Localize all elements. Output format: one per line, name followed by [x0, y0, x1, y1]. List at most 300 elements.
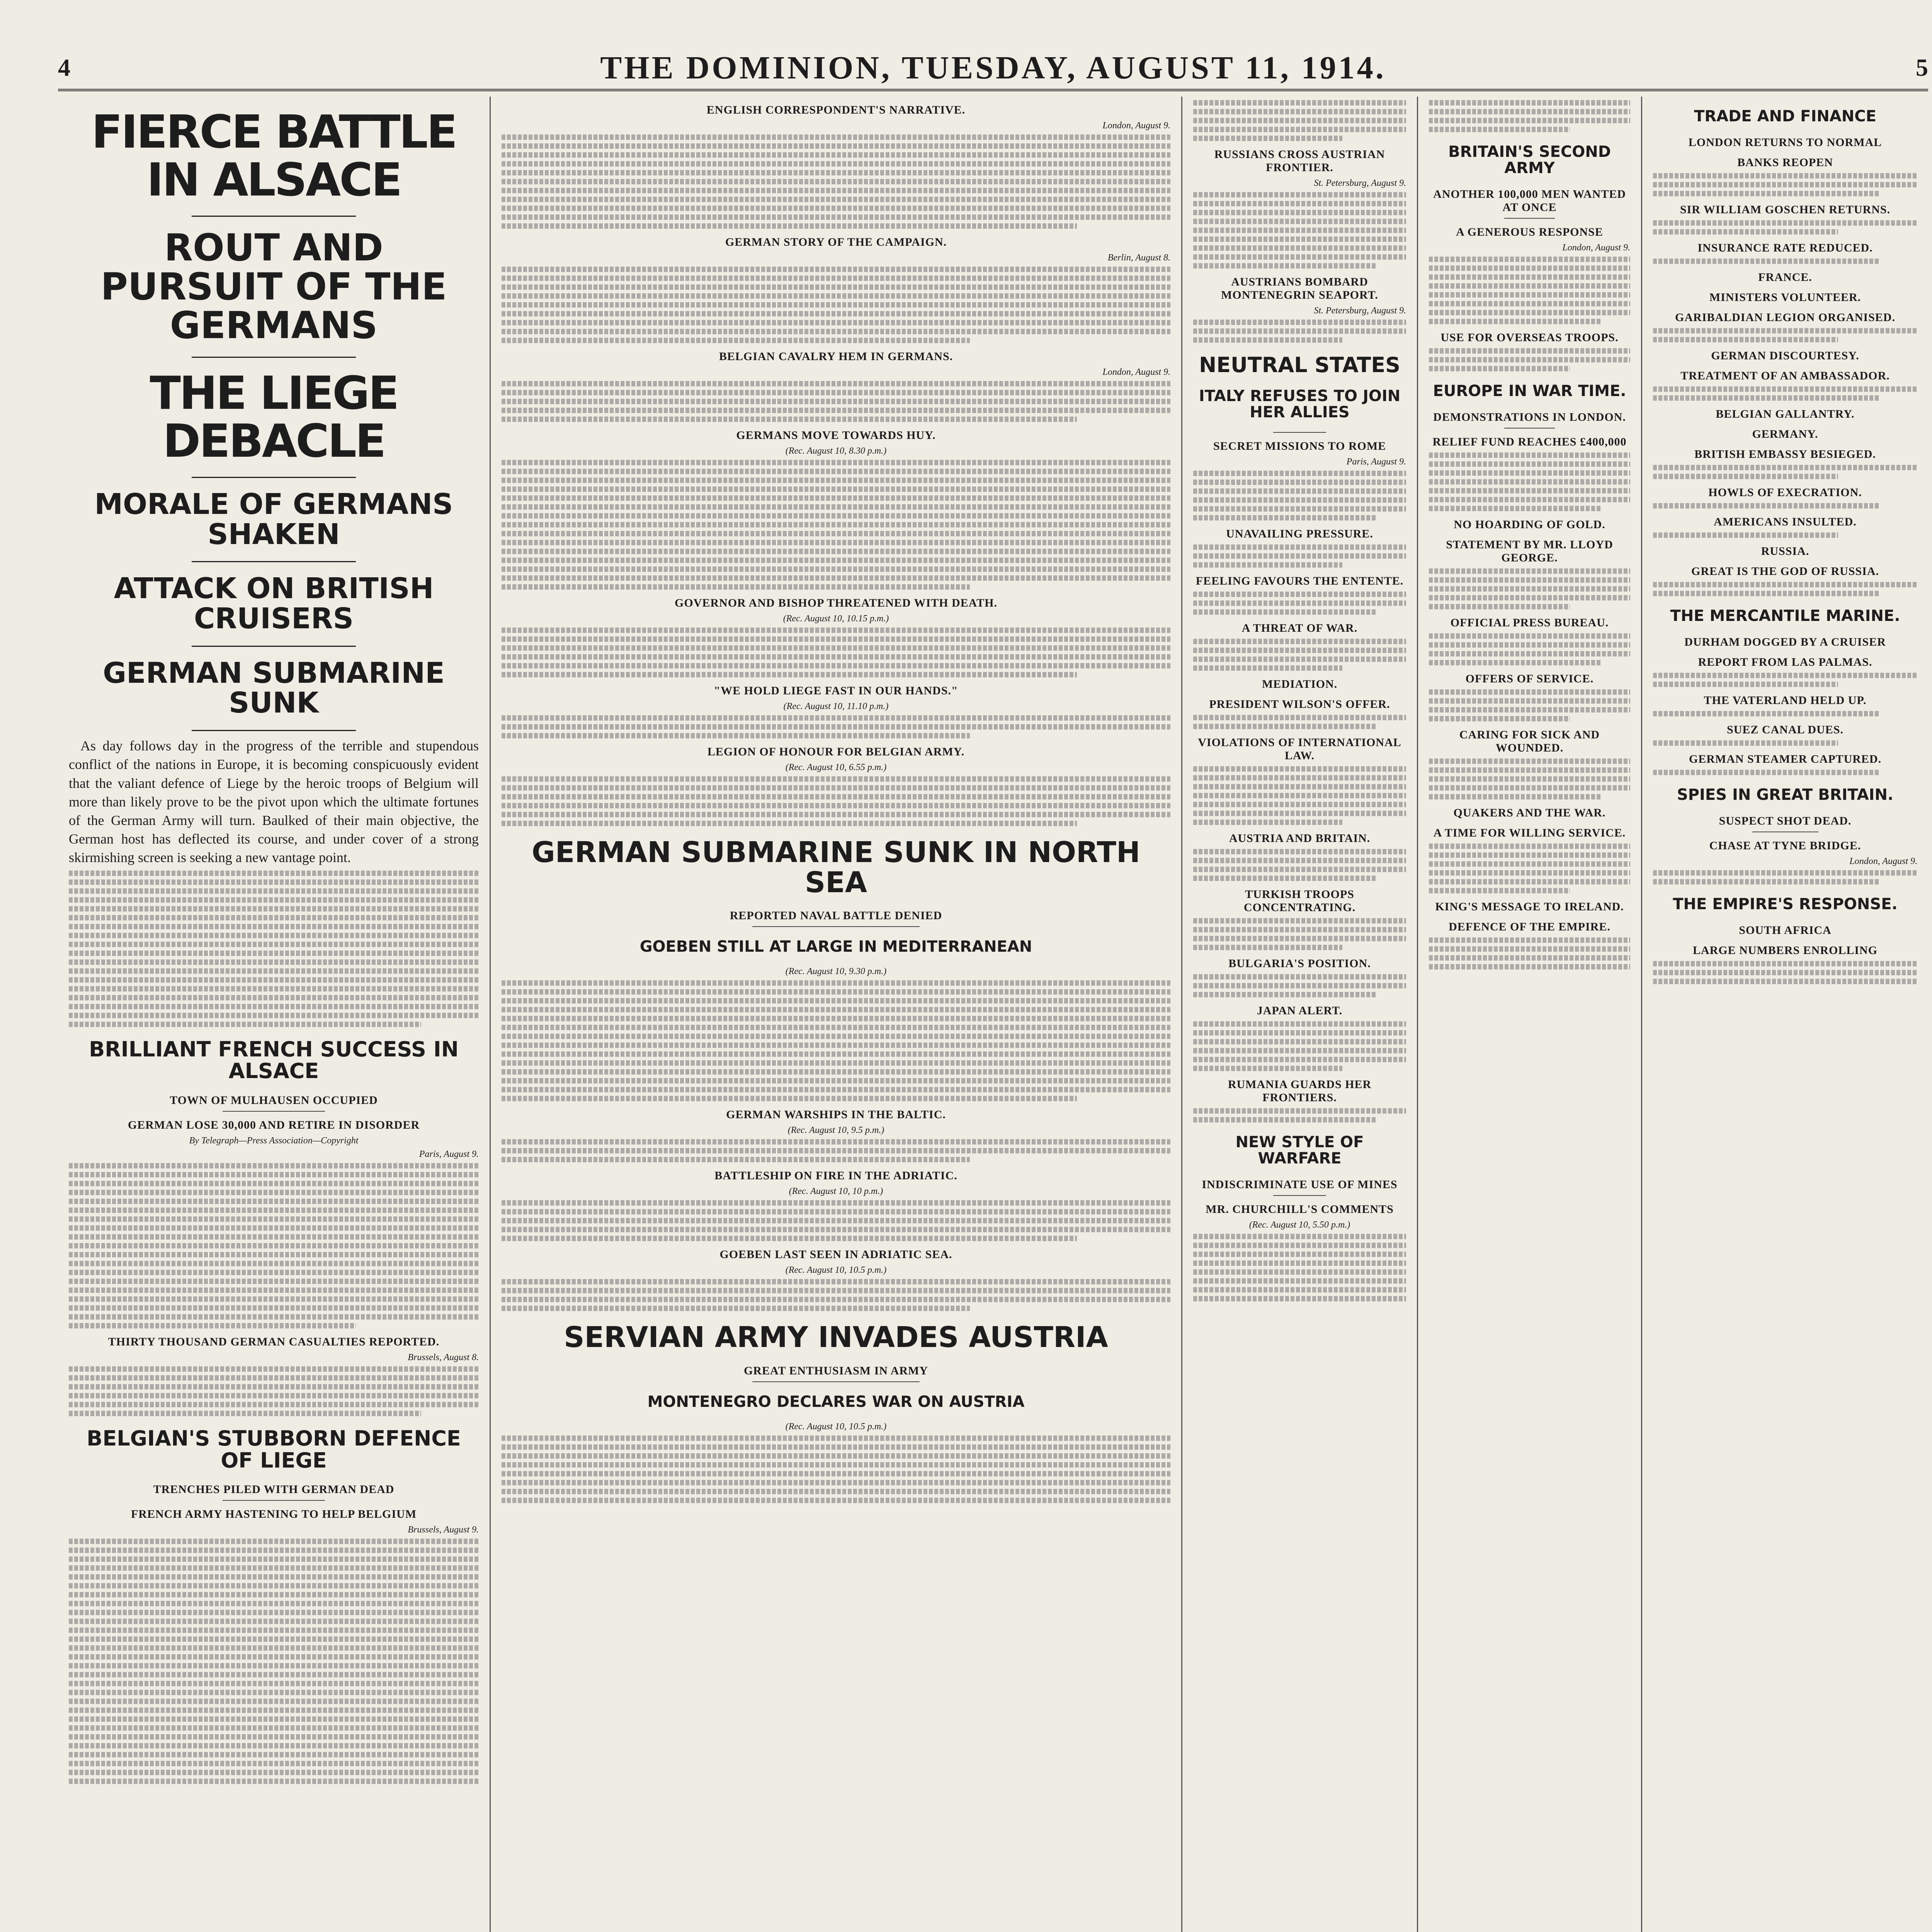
text-line [1653, 591, 1880, 596]
text-line [69, 1022, 421, 1027]
text-line [1193, 201, 1406, 206]
headline-europe-war-time: EUROPE IN WAR TIME. [1433, 382, 1626, 400]
divider [223, 1500, 325, 1501]
headline-towards-huy: GERMANS MOVE TOWARDS HUY. [736, 429, 936, 442]
text-line [502, 1200, 1170, 1206]
text-line [69, 1366, 479, 1372]
subhead-demonstrations: DEMONSTRATIONS IN LONDON. [1433, 411, 1626, 423]
text-line [1429, 698, 1630, 704]
text-line [502, 206, 1170, 211]
text-line [1653, 220, 1917, 226]
headline-french-success: BRILLIANT FRENCH SUCCESS IN ALSACE [89, 1037, 459, 1083]
headline-overseas-troops: USE FOR OVERSEAS TROOPS. [1440, 331, 1619, 344]
text-line [1193, 263, 1376, 269]
text-line [502, 628, 1170, 633]
headline-attack-cruisers: ATTACK ON BRITISH CRUISERS [114, 572, 434, 636]
text-line [1653, 961, 1917, 966]
text-line [69, 1672, 479, 1677]
text-line [502, 161, 1170, 167]
text-line [1193, 471, 1406, 476]
subhead-french-army: FRENCH ARMY HASTENING TO HELP BELGIUM [131, 1508, 417, 1521]
text-line [502, 143, 1170, 149]
text-line [1653, 259, 1880, 264]
text-line [502, 1435, 1170, 1441]
text-line [502, 1236, 1077, 1241]
dateline: Paris, August 9. [1346, 456, 1406, 467]
subhead-relief-fund: RELIEF FUND REACHES £400,000 [1432, 435, 1627, 448]
text-line [69, 1296, 479, 1302]
text-line [502, 733, 970, 738]
text-line [1193, 639, 1406, 644]
headline-hold-liege: "WE HOLD LIEGE FAST IN OUR HANDS." [714, 684, 958, 697]
text-line [69, 1208, 479, 1213]
text-line [502, 1227, 1170, 1232]
text-line [502, 1471, 1170, 1476]
text-line [1193, 648, 1406, 653]
text-line [69, 888, 479, 894]
headline-battleship-fire: BATTLESHIP ON FIRE IN THE ADRIATIC. [714, 1169, 957, 1182]
text-line [1193, 1117, 1376, 1122]
headline-threat-of-war: A THREAT OF WAR. [1242, 621, 1358, 634]
text-line [502, 320, 1170, 325]
headline-mercantile-marine: THE MERCANTILE MARINE. [1670, 607, 1900, 625]
headline-steamer-captured: GERMAN STEAMER CAPTURED. [1689, 753, 1882, 765]
text-line [502, 803, 1170, 808]
text-line [69, 1654, 479, 1660]
text-line [1429, 506, 1602, 511]
text-line [502, 531, 1170, 536]
headline-unavailing: UNAVAILING PRESSURE. [1226, 527, 1373, 540]
subhead-lloyd-george: STATEMENT BY MR. LLOYD GEORGE. [1446, 538, 1613, 564]
text-line [69, 1725, 479, 1731]
text-line [502, 584, 970, 590]
headline-hoarding-gold: NO HOARDING OF GOLD. [1454, 518, 1605, 531]
text-line [69, 1384, 479, 1389]
text-line [1429, 357, 1630, 362]
text-line [1653, 711, 1880, 716]
text-line [502, 1007, 1170, 1012]
text-line [1193, 656, 1406, 662]
subhead-banks-reopen: BANKS REOPEN [1737, 156, 1833, 169]
text-line [69, 1013, 479, 1018]
text-line [1653, 682, 1838, 687]
text-line [69, 1663, 479, 1668]
text-line [1193, 1278, 1406, 1284]
headline-second-army: BRITAIN'S SECOND ARMY [1448, 143, 1611, 177]
text-line [1429, 586, 1630, 592]
text-line [502, 495, 1170, 501]
text-line [502, 1218, 1170, 1223]
text-line [502, 267, 1170, 272]
subhead-wilson: PRESIDENT WILSON'S OFFER. [1209, 697, 1390, 711]
text-line [1193, 867, 1406, 872]
text-line [1193, 927, 1406, 932]
text-line [502, 558, 1170, 563]
headline-insurance: INSURANCE RATE REDUCED. [1697, 242, 1873, 254]
subhead-italy-refuses: ITALY REFUSES TO JOIN HER ALLIES [1199, 387, 1401, 421]
headline-rumania: RUMANIA GUARDS HER FRONTIERS. [1228, 1078, 1372, 1104]
text-line [69, 1004, 479, 1009]
text-line [69, 1287, 479, 1293]
text-line [69, 986, 479, 992]
text-line [69, 1681, 479, 1686]
text-line [69, 1375, 479, 1381]
text-line [69, 1216, 479, 1222]
text-line [1429, 707, 1630, 713]
text-line [1193, 1030, 1406, 1036]
headline-russia: RUSSIA. [1761, 545, 1810, 558]
text-line [1193, 109, 1406, 114]
text-line [1193, 488, 1406, 494]
text-line [1193, 1039, 1406, 1044]
text-line [69, 1172, 479, 1177]
headline-germany: GERMANY. [1752, 428, 1818, 440]
divider [752, 1381, 920, 1382]
text-line [1193, 192, 1406, 197]
text-line [502, 1444, 1170, 1450]
headline-offers-service: OFFERS OF SERVICE. [1465, 672, 1594, 685]
dateline: London, August 9. [1849, 856, 1917, 866]
text-line [1653, 503, 1880, 509]
text-line [502, 776, 1170, 782]
text-line [502, 1209, 1170, 1214]
text-line [502, 998, 1170, 1003]
text-line [1653, 328, 1917, 333]
headline-spies: SPIES IN GREAT BRITAIN. [1677, 786, 1894, 804]
text-line [502, 1051, 1170, 1057]
text-line [502, 989, 1170, 995]
text-line [1429, 633, 1630, 639]
text-line [1193, 100, 1406, 105]
text-line [502, 1139, 1170, 1145]
text-line [1193, 715, 1406, 720]
subhead-goeben: GOEBEN STILL AT LARGE IN MEDITERRANEAN [639, 938, 1032, 956]
text-line [502, 1306, 970, 1311]
text-line [1193, 876, 1376, 881]
text-line [1193, 1048, 1406, 1053]
text-line [1193, 1296, 1406, 1301]
subhead-german-lose: GERMAN LOSE 30,000 AND RETIRE IN DISORDER [128, 1119, 420, 1132]
headline-belgian-gallantry: BELGIAN GALLANTRY. [1716, 408, 1855, 420]
headline-kings-message: KING'S MESSAGE TO IRELAND. [1435, 900, 1624, 913]
text-line [1429, 767, 1630, 773]
text-line [69, 1556, 479, 1562]
text-line [1193, 1260, 1406, 1266]
text-line [69, 995, 479, 1000]
text-line [1193, 1269, 1406, 1275]
text-line [69, 942, 479, 947]
text-line [502, 672, 1077, 677]
text-line [502, 486, 1170, 492]
received-time: (Rec. August 10, 8.30 p.m.) [785, 446, 887, 456]
text-line [69, 1270, 479, 1275]
text-line [69, 1243, 479, 1248]
text-line [1429, 497, 1630, 502]
text-line [1193, 337, 1342, 343]
text-line [502, 566, 1170, 572]
headline-belgian-cavalry: BELGIAN CAVALRY HEM IN GERMANS. [719, 350, 953, 363]
text-line [1193, 992, 1376, 997]
text-line [1429, 109, 1630, 114]
subhead-garibaldian: GARIBALDIAN LEGION ORGANISED. [1675, 311, 1895, 324]
text-line [69, 1402, 479, 1407]
subhead-secret-missions: SECRET MISSIONS TO ROME [1213, 439, 1386, 452]
text-line [69, 1636, 479, 1642]
headline-submarine-sunk: GERMAN SUBMARINE SUNK [103, 656, 445, 720]
text-line [502, 1096, 1077, 1101]
divider [1273, 432, 1327, 433]
headline-vaterland: THE VATERLAND HELD UP. [1704, 694, 1867, 707]
text-line [1193, 775, 1406, 781]
column-2 [491, 97, 1182, 1932]
headline-belgian-defence: BELGIAN'S STUBBORN DEFENCE OF LIEGE [87, 1426, 461, 1473]
text-line [502, 504, 1170, 510]
text-line [502, 302, 1170, 308]
text-line [1193, 506, 1406, 512]
text-line [1653, 386, 1917, 392]
text-line [1653, 879, 1880, 884]
subhead-montenegro: MONTENEGRO DECLARES WAR ON AUSTRIA [647, 1393, 1025, 1411]
text-line [1193, 793, 1406, 798]
headline-discourtesy: GERMAN DISCOURTESY. [1711, 349, 1859, 362]
headline-violations: VIOLATIONS OF INTERNATIONAL LAW. [1198, 736, 1401, 762]
text-line [1193, 1057, 1406, 1062]
text-line [69, 1583, 479, 1588]
headline-austrians-bombard: AUSTRIANS BOMBARD MONTENEGRIN SEAPORT. [1221, 276, 1378, 301]
text-line [1193, 320, 1406, 325]
text-line [502, 152, 1170, 158]
text-line [1193, 553, 1406, 559]
text-line [502, 1453, 1170, 1459]
headline-submarine-north-sea: GERMAN SUBMARINE SUNK IN NORTH SEA [532, 836, 1140, 899]
text-line [1653, 173, 1917, 179]
headline-russians-cross: RUSSIANS CROSS AUSTRIAN FRONTIER. [1214, 148, 1385, 174]
text-line [1193, 1066, 1342, 1071]
headline-turkish: TURKISH TROOPS CONCENTRATING. [1243, 888, 1356, 914]
text-line [502, 214, 1170, 220]
text-line [502, 1480, 1170, 1485]
text-line [502, 478, 1170, 483]
text-line [1193, 219, 1406, 224]
text-line [1429, 310, 1630, 315]
text-line [502, 1034, 1170, 1039]
text-line [69, 906, 479, 912]
text-line [1193, 766, 1406, 772]
text-line [1429, 946, 1630, 952]
lead-paragraph: As day follows day in the progress of the terrible and stupendous conflict of the nations in Europe, it is becoming conspicuously evident that the valiant defence of Liege by the heroic troops of Belgium will more than likely prove to be the pivot upon which the ultimate fortunes of the German Army will turn. Baulked of their main objective, the German host has deflected its course, and under cover of a strong skirmishing screen is seeking a new vantage point. [69, 738, 479, 866]
headline-governor-bishop: GOVERNOR AND BISHOP THREATENED WITH DEATH. [675, 597, 997, 609]
text-line [502, 1148, 1170, 1153]
text-line [69, 951, 479, 956]
subhead-suspect-shot: SUSPECT SHOT DEAD. [1719, 815, 1852, 827]
text-line [502, 1060, 1170, 1066]
text-line [502, 179, 1170, 184]
text-line [1653, 582, 1917, 587]
subhead-willing-service: A TIME FOR WILLING SERVICE. [1433, 827, 1626, 839]
text-line [69, 1261, 479, 1266]
subhead-god-of-russia: GREAT IS THE GOD OF RUSSIA. [1691, 565, 1879, 578]
headline-goeben-adriatic: GOEBEN LAST SEEN IN ADRIATIC SEA. [719, 1248, 952, 1261]
text-line [1193, 127, 1406, 132]
divider [192, 646, 355, 647]
subhead-trenches: TRENCHES PILED WITH GERMAN DEAD [153, 1483, 395, 1496]
headline-new-warfare: NEW STYLE OF WARFARE [1235, 1133, 1364, 1167]
text-line [1653, 229, 1838, 235]
text-line [502, 636, 1170, 642]
subhead-normal: LONDON RETURNS TO NORMAL [1688, 136, 1882, 149]
text-line [1429, 274, 1630, 280]
text-line [1653, 182, 1917, 187]
text-line [502, 821, 1077, 826]
text-line [1193, 724, 1376, 729]
headline-empires-response: THE EMPIRE'S RESPONSE. [1673, 895, 1898, 913]
text-line [502, 980, 1170, 986]
text-line [1653, 770, 1880, 775]
text-line [1193, 245, 1406, 251]
text-line [69, 1610, 479, 1615]
text-line [1193, 609, 1376, 615]
text-line [69, 1770, 479, 1775]
received-time: (Rec. August 10, 9.5 p.m.) [787, 1125, 884, 1136]
text-line [1429, 794, 1602, 799]
text-line [1193, 918, 1406, 923]
text-line [1193, 665, 1342, 671]
text-line [1193, 784, 1406, 789]
subhead-large-numbers: LARGE NUMBERS ENROLLING [1692, 944, 1878, 957]
text-line [1193, 228, 1406, 233]
headline-entente: FEELING FAVOURS THE ENTENTE. [1196, 574, 1404, 587]
text-line [1193, 858, 1406, 863]
text-line [502, 399, 1170, 404]
text-line [69, 1761, 479, 1766]
subhead-naval-battle-denied: REPORTED NAVAL BATTLE DENIED [730, 909, 942, 922]
text-line [69, 1743, 479, 1748]
text-line [69, 1708, 479, 1713]
headline-japan: JAPAN ALERT. [1257, 1004, 1343, 1017]
dateline: Brussels, August 8. [408, 1352, 479, 1363]
text-line [502, 284, 1170, 290]
text-line [502, 715, 1170, 721]
text-line [502, 575, 1170, 581]
text-line [1429, 964, 1630, 969]
text-line [1193, 254, 1406, 260]
text-line [502, 381, 1170, 386]
masthead [58, 46, 1928, 91]
text-line [1653, 532, 1838, 538]
text-line [502, 1025, 1170, 1030]
text-line [502, 197, 1170, 202]
text-line [1429, 257, 1630, 262]
text-line [1653, 191, 1880, 196]
text-line [69, 1199, 479, 1204]
text-line [1429, 651, 1630, 656]
text-line [1429, 776, 1630, 782]
divider [223, 1111, 325, 1112]
text-line [69, 1252, 479, 1257]
text-line [1193, 1234, 1406, 1239]
text-line [1429, 577, 1630, 583]
subhead-las-palmas: REPORT FROM LAS PALMAS. [1698, 656, 1872, 668]
text-line [69, 1234, 479, 1240]
text-line [1653, 465, 1917, 470]
text-line [1653, 870, 1917, 876]
divider [192, 216, 355, 217]
text-line [1193, 802, 1406, 807]
headline-goschen: SIR WILLIAM GOSCHEN RETURNS. [1680, 203, 1891, 216]
text-line [69, 1548, 479, 1553]
text-line [69, 1690, 479, 1695]
text-line [69, 1411, 421, 1416]
text-line [502, 654, 1170, 660]
divider [1504, 428, 1554, 429]
text-line [69, 1619, 479, 1624]
subhead-ministers: MINISTERS VOLUNTEER. [1709, 291, 1861, 304]
text-line [502, 134, 1170, 140]
text-line [1429, 292, 1630, 298]
text-line [1429, 955, 1630, 961]
headline-neutral-states: NEUTRAL STATES [1199, 353, 1401, 377]
text-line [502, 724, 1170, 730]
text-line [502, 408, 1170, 413]
text-line [69, 1592, 479, 1597]
text-line [69, 968, 479, 974]
column-1 [58, 97, 491, 1932]
received-time: (Rec. August 10, 10.5 p.m.) [785, 1265, 887, 1276]
text-line [69, 1314, 479, 1320]
divider [752, 926, 920, 927]
text-line [502, 1078, 1170, 1083]
text-line [69, 1601, 479, 1606]
text-line [502, 460, 1170, 465]
text-line [69, 1279, 479, 1284]
text-line [1653, 673, 1917, 678]
text-line [502, 293, 1170, 299]
text-line [1429, 861, 1630, 867]
received-time: (Rec. August 10, 10 p.m.) [789, 1186, 883, 1197]
text-line [502, 223, 1077, 229]
text-line [1653, 337, 1838, 342]
page-number-left: 4 [58, 54, 70, 81]
subhead-tyne-bridge: CHASE AT TYNE BRIDGE. [1709, 839, 1861, 852]
subhead-embassy-besieged: BRITISH EMBASSY BESIEGED. [1694, 448, 1876, 461]
subhead-churchill: MR. CHURCHILL'S COMMENTS [1206, 1202, 1394, 1216]
dateline: St. Petersburg, August 9. [1314, 306, 1406, 316]
headline-suez: SUEZ CANAL DUES. [1727, 723, 1844, 736]
text-line [69, 933, 479, 938]
text-line [1193, 136, 1342, 141]
received-time: (Rec. August 10, 5.50 p.m.) [1249, 1219, 1350, 1230]
text-line [1429, 604, 1570, 609]
text-line [1429, 127, 1570, 132]
page-number-right: 5 [1915, 54, 1928, 81]
text-line [1193, 544, 1406, 550]
text-line [1429, 844, 1630, 849]
text-line [69, 897, 479, 903]
received-time: (Rec. August 10, 6.55 p.m.) [785, 762, 887, 772]
text-line [1653, 474, 1838, 479]
headline-liege-debacle: THE LIEGE DEBACLE [150, 366, 398, 468]
press-credit: By Telegraph—Press Association—Copyright [189, 1136, 359, 1146]
headline-thirty-thousand: THIRTY THOUSAND GERMAN CASUALTIES REPORTED. [108, 1335, 440, 1349]
text-line [502, 1157, 970, 1162]
text-line [69, 1752, 479, 1757]
text-line [1429, 568, 1630, 574]
divider [1504, 218, 1554, 219]
text-line [1429, 319, 1602, 324]
text-line [1193, 945, 1342, 950]
text-line [69, 977, 479, 983]
text-line [502, 390, 1170, 395]
